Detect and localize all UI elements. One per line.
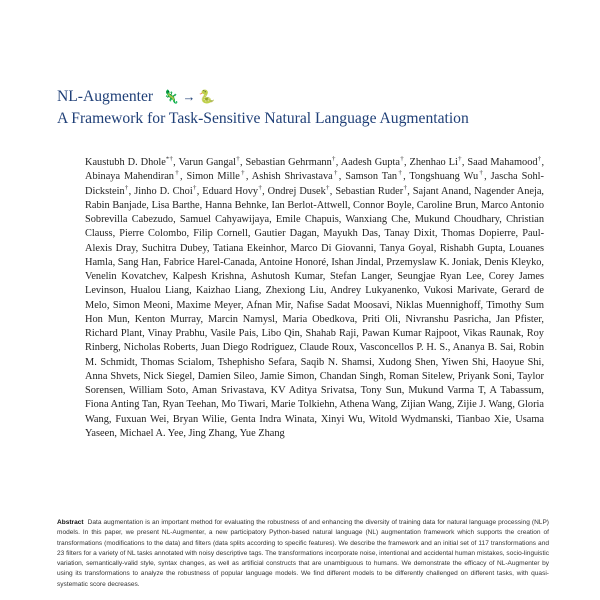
- author-name: [341, 157, 404, 168]
- author-name: [345, 171, 403, 182]
- author-text: Bryan Wilie: [172, 413, 225, 425]
- author-text: Sang Han: [117, 256, 159, 268]
- author-name: [424, 285, 495, 296]
- author-text: Emile Chapuis: [275, 214, 339, 225]
- author-text: Marcin Namysl: [208, 313, 275, 325]
- author-text: Robin M. Schmidt: [85, 342, 545, 368]
- author-text: Richard Plant: [85, 328, 143, 339]
- author-name: [410, 157, 462, 168]
- author-text: Michael A. Yee: [119, 427, 184, 439]
- author-affiliation-mark: †: [258, 184, 263, 192]
- author-text: Roy Rinberg: [85, 328, 544, 354]
- author-text: Filip Cornell: [193, 228, 248, 240]
- author-name: [268, 186, 330, 197]
- author-name: [208, 314, 275, 325]
- author-affiliation-mark: †: [236, 155, 240, 163]
- author-text: Tony Sun: [360, 385, 402, 396]
- author-name: [135, 314, 201, 325]
- author-text: Paul-Alexis Dray: [85, 228, 545, 254]
- author-name: [362, 328, 457, 339]
- abstract-label: Abstract: [57, 519, 84, 526]
- author-name: [300, 342, 355, 353]
- author-name: [163, 399, 217, 410]
- author-text: Stefan Langer: [330, 271, 391, 282]
- author-text: Genta Indra Winata: [230, 413, 315, 425]
- author-text: Tianbao Xie: [456, 413, 509, 425]
- author-name: [380, 243, 434, 254]
- author-name: [384, 228, 434, 239]
- author-affiliation-mark: †: [332, 169, 339, 177]
- author-text: Thomas Scialom: [140, 356, 212, 368]
- author-affiliation-mark: †: [478, 169, 485, 177]
- author-name: [85, 271, 165, 282]
- author-affiliation-mark: †: [124, 184, 129, 192]
- author-name: [221, 399, 265, 410]
- author-text: Sebastian Gehrmann: [245, 157, 332, 168]
- author-text: Saqib N. Shamsi: [300, 356, 372, 368]
- author-name: [272, 200, 348, 211]
- author-name: [463, 328, 521, 339]
- author-text: Ishan Jindal: [331, 256, 382, 268]
- author-name: [331, 257, 381, 268]
- author-name: [85, 157, 173, 168]
- author-name: [189, 428, 235, 439]
- author-name: [255, 228, 317, 239]
- author-text: Rabin Banjade: [85, 199, 147, 211]
- author-name: [401, 399, 452, 410]
- author-name: [260, 371, 314, 382]
- author-name: [291, 243, 374, 254]
- author-text: Kalpesh Krishna: [172, 271, 244, 282]
- author-name: [202, 186, 262, 197]
- author-name: [409, 171, 484, 182]
- author-text: Suchitra Dubey: [141, 242, 207, 254]
- author-name: [276, 214, 339, 225]
- author-text: Marie Tolkiehn: [270, 399, 335, 411]
- author-text: Saad Mahamood: [467, 157, 538, 168]
- author-text: Jing Zhang: [188, 427, 235, 439]
- author-text: Sebastian Ruder: [335, 185, 404, 197]
- author-name: [320, 371, 384, 382]
- author-text: Mukund Choudhary: [414, 214, 500, 225]
- author-name: [396, 300, 481, 311]
- author-text: Maria Obedkova: [282, 313, 355, 325]
- author-text: Athena Wang: [339, 399, 396, 411]
- author-name: [201, 342, 294, 353]
- author-name: [453, 342, 514, 353]
- author-text: Claude Roux: [299, 342, 355, 354]
- author-text: Tanya Goyal: [379, 242, 434, 254]
- author-name: [173, 414, 225, 425]
- author-affiliation-mark: †: [403, 184, 408, 192]
- author-name: [176, 300, 240, 311]
- author-text: Vinay Prabhu: [147, 328, 205, 339]
- author-name: [282, 314, 354, 325]
- author-name: [271, 399, 335, 410]
- author-text: Jascha Sohl-Dickstein: [85, 171, 544, 197]
- author-text: Przemyslaw K. Joniak: [386, 256, 480, 268]
- author-text: Damien Sileo: [197, 370, 255, 382]
- author-name: [456, 414, 508, 425]
- author-text: Rishabh Gupta: [439, 242, 503, 254]
- author-name: [196, 285, 259, 296]
- author-name: [301, 357, 372, 368]
- author-name: [246, 157, 336, 168]
- author-name: [489, 385, 541, 396]
- author-name: [457, 399, 512, 410]
- author-text: Wanxiang Che: [345, 214, 408, 225]
- author-text: Priti Oli: [362, 313, 399, 325]
- author-text: Hualou Liang: [130, 285, 190, 297]
- author-name: [441, 357, 485, 368]
- author-name: [148, 328, 205, 339]
- author-name: [458, 371, 512, 382]
- author-name: [193, 228, 248, 239]
- author-text: Hanna Behnke: [204, 199, 267, 211]
- author-name: [408, 385, 483, 396]
- author-text: Nivranshu Pasricha: [405, 313, 489, 325]
- author-text: Eduard Hovy: [202, 185, 259, 197]
- author-text: Louanes Hamla: [85, 242, 544, 268]
- author-name: [406, 314, 489, 325]
- author-name: [440, 243, 503, 254]
- author-affiliation-mark: †: [239, 169, 246, 177]
- author-text: Mayukh Das: [323, 228, 378, 240]
- author-name: [85, 328, 142, 339]
- author-name: [152, 200, 200, 211]
- author-text: Nagender Aneja: [474, 185, 542, 197]
- author-name: [113, 300, 170, 311]
- author-text: Afnan Mir: [246, 299, 291, 311]
- author-name: [484, 257, 541, 268]
- author-name: [142, 243, 207, 254]
- author-name: [330, 271, 390, 282]
- author-name: [415, 214, 500, 225]
- author-text: Zhenhao Li: [409, 157, 458, 168]
- author-text: Yue Zhang: [239, 427, 285, 439]
- author-name: [297, 300, 390, 311]
- author-text: Connor Boyle: [353, 199, 412, 211]
- author-text: Samson Tan: [345, 171, 398, 183]
- author-affiliation-mark: †: [457, 155, 462, 163]
- author-text: Caroline Brun: [416, 199, 476, 211]
- author-text: Haoyue Shi: [491, 356, 542, 368]
- author-name: [120, 428, 184, 439]
- author-name: [266, 285, 324, 296]
- author-name: [467, 157, 541, 168]
- author-text: Ryan Teehan: [162, 399, 217, 411]
- author-name: [335, 186, 407, 197]
- author-text: Gautier Dagan: [254, 228, 317, 240]
- author-name: [205, 200, 266, 211]
- author-name: [85, 371, 138, 382]
- author-name: [323, 228, 378, 239]
- author-name: [124, 342, 196, 353]
- author-name: [163, 257, 254, 268]
- author-name: [389, 371, 452, 382]
- author-name: [210, 328, 256, 339]
- author-text: Ian Berlot-Attwell: [271, 199, 348, 211]
- author-affiliation-mark: *†: [165, 155, 174, 163]
- author-name: [339, 399, 395, 410]
- author-text: KV Aditya Srivatsa: [270, 385, 355, 396]
- author-name: [359, 342, 447, 353]
- author-name: [305, 328, 356, 339]
- author-text: Sajant Anand: [412, 185, 469, 197]
- author-text: A Tabassum: [489, 385, 542, 396]
- author-text: Christian Clauss: [85, 214, 545, 240]
- author-name: [369, 414, 450, 425]
- author-text: Anna Shvets: [85, 370, 138, 382]
- paper-subtitle: A Framework for Task-Sensitive Natural Language Augmentation: [57, 110, 469, 127]
- author-text: Venelin Kovatchev: [85, 271, 166, 282]
- author-text: Jamie Simon: [260, 370, 315, 382]
- author-text: Mo Tiwari: [221, 399, 266, 411]
- author-affiliation-mark: †: [399, 155, 404, 163]
- author-name: [251, 271, 323, 282]
- author-list: Kaustubh D. Dhole*†, Varun Gangal†, Sebastian Gehrmann†, Aadesh Gupta†, Zhenhao Li†, Saad Mahamood†, Abinaya Mahendiran†, Simon Mille†, Ashish Shrivastava†, Samson Tan†, Tongshuang Wu†, Jascha Sohl-Dickstein†, Jinho D. Choi†, Eduard Hovy†, Ondrej Dusek†, Sebastian Ruder†, Sajant Anand, Nagender Aneja, Rabin Banjade, Lisa Barthe, Hanna Behnke, Ian Berlot-Attwell, Connor Boyle, Caroline Brun, Marco Antonio Sobrevilla Cabezudo, Samuel Cahyawijaya, Emile Chapuis, Wanxiang Che, Mukund Choudhary, Christian Clauss, Pierre Colombo, Filip Cornell, Gautier Dagan, Mayukh Das, Tanay Dixit, Thomas Dopierre, Paul-Alexis Dray, Suchitra Dubey, Tatiana Ekeinhor, Marco Di Giovanni, Tanya Goyal, Rishabh Gupta, Louanes Hamla, Sang Han, Fabrice Harel-Canada, Antoine Honoré, Ishan Jindal, Przemyslaw K. Joniak, Denis Kleyko, Venelin Kovatchev, Kalpesh Krishna, Ashutosh Kumar, Stefan Langer, Seungjae Ryan Lee, Corey James Levinson, Hualou Liang, Kaizhao Liang, Zhexiong Liu, Andrey Lukyanenko, Vukosi Marivate, Gerard de Melo, Simon Meoni, Maxime Meyer, Afnan Mir, Nafise Sadat Moosavi, Niklas Muennighoff, Timothy Sum Hon Mun, Kenton Murray, Marcin Namysl, Maria Obedkova, Priti Oli, Nivranshu Pasricha, Jan Pfister, Richard Plant, Vinay Prabhu, Vasile Pais, Libo Qin, Shahab Raji, Pawan Kumar Rajpoot, Vikas Raunak, Roy Rinberg, Nicholas Roberts, Juan Diego Rodriguez, Claude Roux, Vasconcellos P. H. S., Ananya B. Sai, Robin M. Schmidt, Thomas Scialom, Tshephisho Sefara, Saqib N. Shamsi, Xudong Shen, Yiwen Shi, Haoyue Shi, Anna Shvets, Nick Siegel, Damien Sileo, Jamie Simon, Chandan Singh, Roman Sitelew, Priyank Soni, Taylor Sorensen, William Soto, Aman Srivastava, KV Aditya Srivatsa, Tony Sun, Mukund Varma T, A Tabassum, Fiona Anting Tan, Ryan Teehan, Mo Tiwari, Marie Tolkiehn, Athena Wang, Zijian Wang, Zijie J. Wang, Gloria Wang, Fuxuan Wei, Bryan Wilie, Genta Indra Winata, Xinyi Wu, Witold Wydmanski, Tianbao Xie, Usama Yaseen, Michael A. Yee, Jing Zhang, Yue Zhang: [85, 155, 545, 439]
- title-emoji-icon: 🦎 → 🐍: [163, 89, 215, 104]
- author-name: [474, 186, 541, 197]
- author-text: Kenton Murray: [134, 313, 201, 325]
- author-text: Libo Qin: [261, 328, 300, 339]
- author-text: Denis Kleyko: [484, 256, 542, 268]
- author-text: Pierre Colombo: [119, 228, 187, 240]
- author-text: Shahab Raji: [305, 328, 357, 339]
- author-text: Varun Gangal: [178, 157, 236, 168]
- author-name: [496, 314, 541, 325]
- author-text: Vasconcellos P. H. S.: [359, 342, 448, 354]
- author-text: Witold Wydmanski: [368, 413, 451, 425]
- author-text: Simon Mille: [186, 171, 240, 183]
- author-name: [271, 385, 355, 396]
- author-name: [259, 257, 326, 268]
- author-text: Vukosi Marivate: [423, 285, 495, 297]
- author-name: [240, 428, 285, 439]
- author-text: Chandan Singh: [319, 370, 384, 382]
- author-text: Jinho D. Choi: [134, 185, 193, 197]
- author-name: [345, 214, 408, 225]
- author-name: [252, 171, 339, 182]
- author-affiliation-mark: †: [192, 184, 197, 192]
- author-text: Usama Yaseen: [85, 413, 544, 439]
- author-text: Fiona Anting Tan: [85, 399, 158, 411]
- author-text: Xinyi Wu: [320, 413, 363, 425]
- author-text: Seungjae Ryan Lee: [397, 271, 482, 282]
- author-name: [246, 300, 290, 311]
- author-name: [198, 371, 255, 382]
- author-text: Gloria Wang: [85, 399, 545, 425]
- author-text: Kaustubh D. Dhole: [85, 157, 166, 168]
- author-text: Taylor Sorensen: [85, 370, 544, 396]
- author-name: [413, 186, 469, 197]
- author-text: Abinaya Mahendiran: [85, 171, 174, 183]
- author-text: Thomas Dopierre: [441, 228, 516, 240]
- author-text: Kaizhao Liang: [195, 285, 259, 297]
- author-text: Zijian Wang: [400, 399, 452, 411]
- author-text: Fabrice Harel-Canada: [163, 256, 255, 268]
- author-text: Niklas Muennighoff: [395, 299, 481, 311]
- author-affiliation-mark: †: [331, 155, 336, 163]
- author-text: Jan Pfister: [496, 313, 542, 325]
- author-name: [218, 357, 295, 368]
- author-text: Yiwen Shi: [441, 356, 486, 368]
- author-name: [353, 200, 411, 211]
- author-name: [362, 314, 398, 325]
- author-name: [85, 171, 180, 182]
- author-name: [386, 257, 479, 268]
- author-name: [378, 357, 436, 368]
- author-text: Mukund Varma T: [408, 385, 484, 396]
- author-text: Simon Meoni: [112, 299, 171, 311]
- author-name: [192, 385, 264, 396]
- author-name: [143, 371, 192, 382]
- author-text: Fuxuan Wei: [115, 413, 167, 425]
- author-affiliation-mark: †: [173, 169, 180, 177]
- author-text: Maxime Meyer: [176, 299, 241, 311]
- author-name: [441, 228, 515, 239]
- author-text: Vasile Pais: [210, 328, 256, 339]
- author-name: [330, 285, 417, 296]
- author-text: Nick Siegel: [143, 370, 193, 382]
- author-name: [129, 385, 185, 396]
- author-name: [186, 171, 245, 182]
- author-name: [492, 357, 542, 368]
- abstract-text: Data augmentation is an important method for evaluating the robustness of and enhancing the diversity of training data for natural language processing (NLP) models. In this paper, we present NL-Augmenter, a new participatory Python-based natural language (NL) augmentation framework which supports the creation of transformations (modifications to the data) and filters (data splits according to specific features). We describe the framework and an initial set of 117 transformations and 23 filters for a variety of NL tasks annotated with noisy descriptive tags. The transformations incorporate noise, intentional and accidental human mistakes, socio-linguistic variation, semantically-valid style, syntax changes, as well as artificial constructs that are unambiguous to humans. We demonstrate the efficacy of NL-Augmenter by using its transformations to analyze the robustness of popular language models. We find different models to be differently challenged on different tasks, with quasi-systematic score decreases.: [57, 519, 549, 588]
- author-name: [130, 285, 189, 296]
- author-name: [262, 328, 300, 339]
- author-text: Pawan Kumar Rajpoot: [361, 328, 458, 339]
- author-text: Antoine Honoré: [259, 256, 327, 268]
- author-text: Zijie J. Wang: [457, 399, 513, 411]
- author-text: Marco Antonio Sobrevilla Cabezudo: [85, 199, 545, 225]
- author-name: [397, 271, 481, 282]
- author-text: Marco Di Giovanni: [290, 242, 374, 254]
- abstract: [57, 518, 549, 590]
- title-block: [57, 86, 557, 130]
- author-affiliation-mark: †: [397, 169, 404, 177]
- author-text: Nafise Sadat Moosavi: [296, 299, 390, 311]
- author-text: Aadesh Gupta: [340, 157, 400, 168]
- author-name: [417, 200, 476, 211]
- author-text: Gerard de Melo: [85, 285, 544, 311]
- author-name: [180, 214, 269, 225]
- author-text: Aman Srivastava: [191, 385, 265, 396]
- author-text: Tongshuang Wu: [409, 171, 479, 183]
- author-text: Tatiana Ekeinhor: [212, 242, 285, 254]
- author-text: Lisa Barthe: [151, 199, 200, 211]
- author-name: [118, 257, 159, 268]
- author-name: [173, 271, 244, 282]
- author-text: Corey James Levinson: [85, 271, 544, 297]
- author-text: Tanay Dixit: [384, 228, 435, 240]
- author-name: [119, 228, 186, 239]
- author-text: Ashish Shrivastava: [251, 171, 333, 183]
- author-text: Vikas Raunak: [462, 328, 522, 339]
- author-text: Ondrej Dusek: [267, 185, 326, 197]
- author-text: Timothy Sum Hon Mun: [85, 299, 545, 325]
- author-name: [115, 414, 166, 425]
- author-text: William Soto: [129, 385, 186, 396]
- author-name: [85, 200, 146, 211]
- author-name: [141, 357, 212, 368]
- author-text: Ananya B. Sai: [452, 342, 514, 354]
- author-name: [213, 243, 284, 254]
- author-name: [321, 414, 363, 425]
- author-text: Roman Sitelew: [389, 370, 453, 382]
- author-text: Andrey Lukyanenko: [330, 285, 418, 297]
- author-text: Zhexiong Liu: [265, 285, 324, 297]
- author-name: [85, 399, 157, 410]
- author-name: [361, 385, 402, 396]
- author-name: [231, 414, 315, 425]
- author-text: Xudong Shen: [378, 356, 436, 368]
- author-name: [134, 186, 197, 197]
- author-text: Priyank Soni: [457, 370, 512, 382]
- author-name: [178, 157, 240, 168]
- author-text: Ashutosh Kumar: [250, 271, 323, 282]
- author-affiliation-mark: †: [537, 155, 542, 163]
- paper-title: NL-Augmenter: [57, 88, 154, 105]
- author-text: Juan Diego Rodriguez: [200, 342, 295, 354]
- author-text: Nicholas Roberts: [123, 342, 196, 354]
- author-text: Samuel Cahyawijaya: [179, 214, 270, 225]
- author-affiliation-mark: †: [325, 184, 330, 192]
- author-text: Tshephisho Sefara: [217, 356, 295, 368]
